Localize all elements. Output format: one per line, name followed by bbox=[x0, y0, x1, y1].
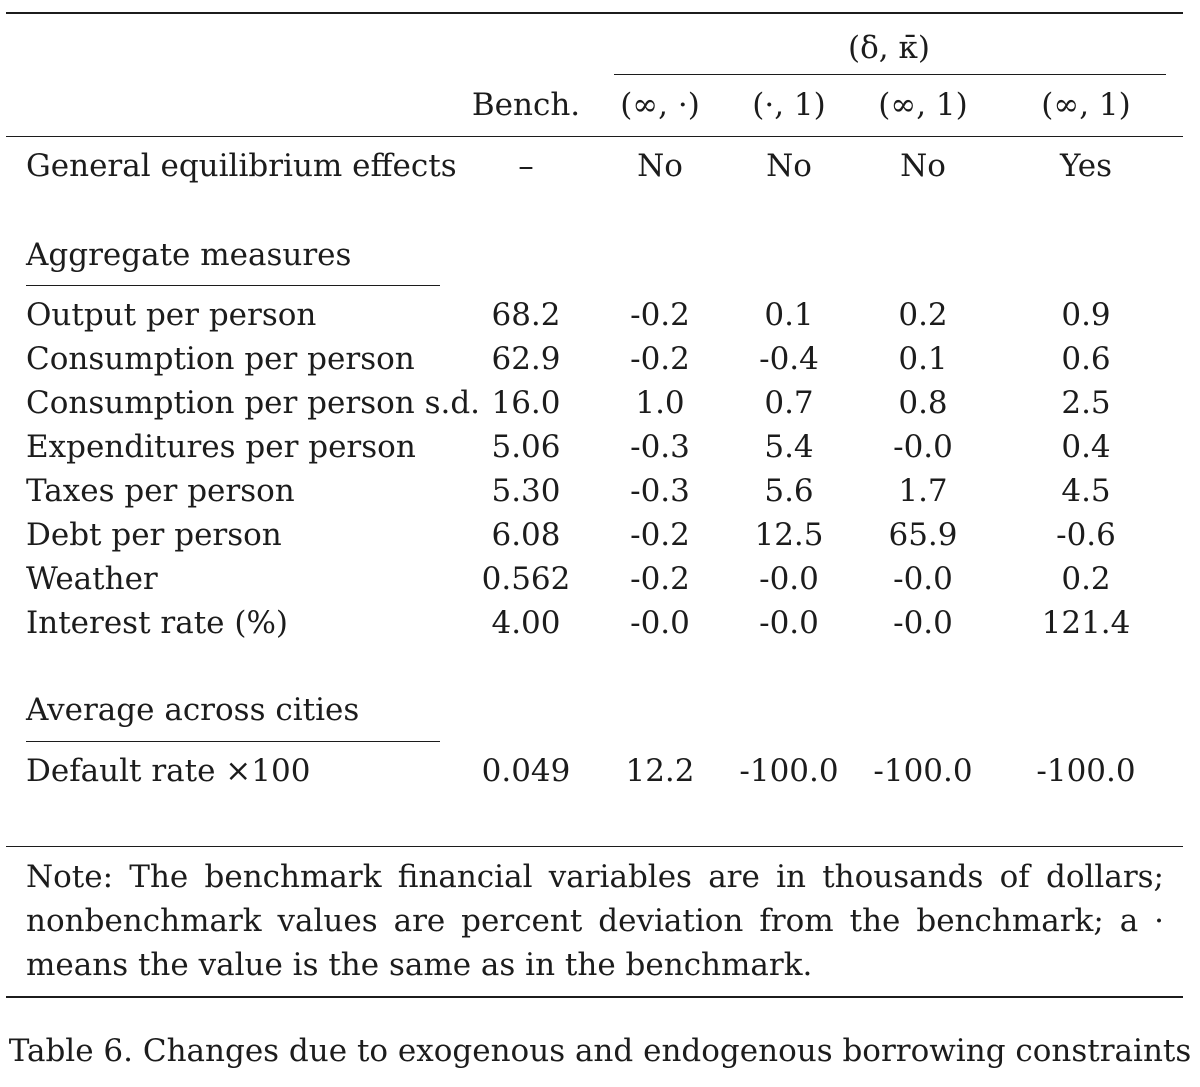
cell: 65.9 bbox=[888, 517, 958, 553]
column-header: Bench. bbox=[471, 87, 581, 123]
cell: -0.0 bbox=[893, 605, 953, 641]
row-label: Weather bbox=[26, 561, 158, 597]
section-title: Average across cities bbox=[26, 692, 360, 728]
section-rule bbox=[26, 741, 440, 742]
cell: 1.0 bbox=[635, 385, 685, 421]
note-top-rule bbox=[6, 846, 1183, 847]
section-rule bbox=[26, 285, 440, 286]
column-header: (∞, 1) bbox=[878, 87, 968, 123]
cell: 0.1 bbox=[898, 341, 948, 377]
row-label: Default rate ×100 bbox=[26, 753, 311, 789]
cell: 12.2 bbox=[625, 753, 695, 789]
cell: -0.0 bbox=[893, 429, 953, 465]
cell: 16.0 bbox=[491, 385, 561, 421]
cell: 5.06 bbox=[491, 429, 561, 465]
cell: 0.2 bbox=[898, 297, 948, 333]
cell: 5.6 bbox=[764, 473, 814, 509]
section-title: Aggregate measures bbox=[26, 237, 352, 273]
header-bottom-rule bbox=[6, 136, 1183, 137]
cell: 62.9 bbox=[491, 341, 561, 377]
cell: 0.8 bbox=[898, 385, 948, 421]
cell: -100.0 bbox=[873, 753, 973, 789]
cell: 0.6 bbox=[1061, 341, 1111, 377]
column-header: (∞, 1) bbox=[1041, 87, 1131, 123]
table-note: Note: The benchmark financial variables are in thousands of dollars; nonbenchmark values are percent deviation from the benchmark; a · means the value is the same as in the benchmark. bbox=[26, 859, 1164, 983]
cell: No bbox=[637, 148, 683, 184]
cell: No bbox=[900, 148, 946, 184]
column-header: (∞, ·) bbox=[620, 87, 700, 123]
cell: -0.0 bbox=[893, 561, 953, 597]
cell: 0.9 bbox=[1061, 297, 1111, 333]
cell: -0.0 bbox=[630, 605, 690, 641]
row-label: Taxes per person bbox=[26, 473, 295, 509]
table-top-rule bbox=[6, 12, 1183, 14]
group-header-rule bbox=[614, 74, 1166, 75]
cell: 5.30 bbox=[491, 473, 561, 509]
cell: 2.5 bbox=[1061, 385, 1111, 421]
table-caption: Table 6. Changes due to exogenous and endogenous borrowing constraints bbox=[8, 1033, 1192, 1069]
cell: – bbox=[518, 148, 534, 184]
row-label: General equilibrium effects bbox=[26, 148, 457, 184]
cell: -0.2 bbox=[630, 561, 690, 597]
cell: -0.0 bbox=[759, 561, 819, 597]
group-header-label: (δ, κ̄) bbox=[848, 30, 930, 66]
cell: 0.1 bbox=[764, 297, 814, 333]
cell: 0.4 bbox=[1061, 429, 1111, 465]
cell: -0.2 bbox=[630, 341, 690, 377]
row-label: Interest rate (%) bbox=[26, 605, 289, 641]
cell: 5.4 bbox=[764, 429, 814, 465]
cell: -0.3 bbox=[630, 429, 690, 465]
cell: -100.0 bbox=[1036, 753, 1136, 789]
cell: -100.0 bbox=[739, 753, 839, 789]
cell: 68.2 bbox=[491, 297, 561, 333]
column-header: (·, 1) bbox=[752, 87, 826, 123]
cell: 0.2 bbox=[1061, 561, 1111, 597]
cell: 1.7 bbox=[898, 473, 948, 509]
cell: -0.3 bbox=[630, 473, 690, 509]
cell: Yes bbox=[1059, 148, 1113, 184]
cell: 6.08 bbox=[491, 517, 561, 553]
cell: 121.4 bbox=[1041, 605, 1131, 641]
cell: 4.5 bbox=[1061, 473, 1111, 509]
row-label: Consumption per person bbox=[26, 341, 415, 377]
cell: 0.7 bbox=[764, 385, 814, 421]
cell: -0.0 bbox=[759, 605, 819, 641]
row-label: Consumption per person s.d. bbox=[26, 385, 481, 421]
row-label: Debt per person bbox=[26, 517, 282, 553]
cell: 12.5 bbox=[754, 517, 824, 553]
row-label: Expenditures per person bbox=[26, 429, 416, 465]
cell: -0.6 bbox=[1056, 517, 1116, 553]
cell: -0.4 bbox=[759, 341, 819, 377]
cell: -0.2 bbox=[630, 297, 690, 333]
row-label: Output per person bbox=[26, 297, 317, 333]
cell: 0.562 bbox=[481, 561, 571, 597]
table-bottom-rule bbox=[6, 996, 1183, 998]
cell: No bbox=[766, 148, 812, 184]
cell: 0.049 bbox=[481, 753, 571, 789]
cell: 4.00 bbox=[491, 605, 561, 641]
cell: -0.2 bbox=[630, 517, 690, 553]
